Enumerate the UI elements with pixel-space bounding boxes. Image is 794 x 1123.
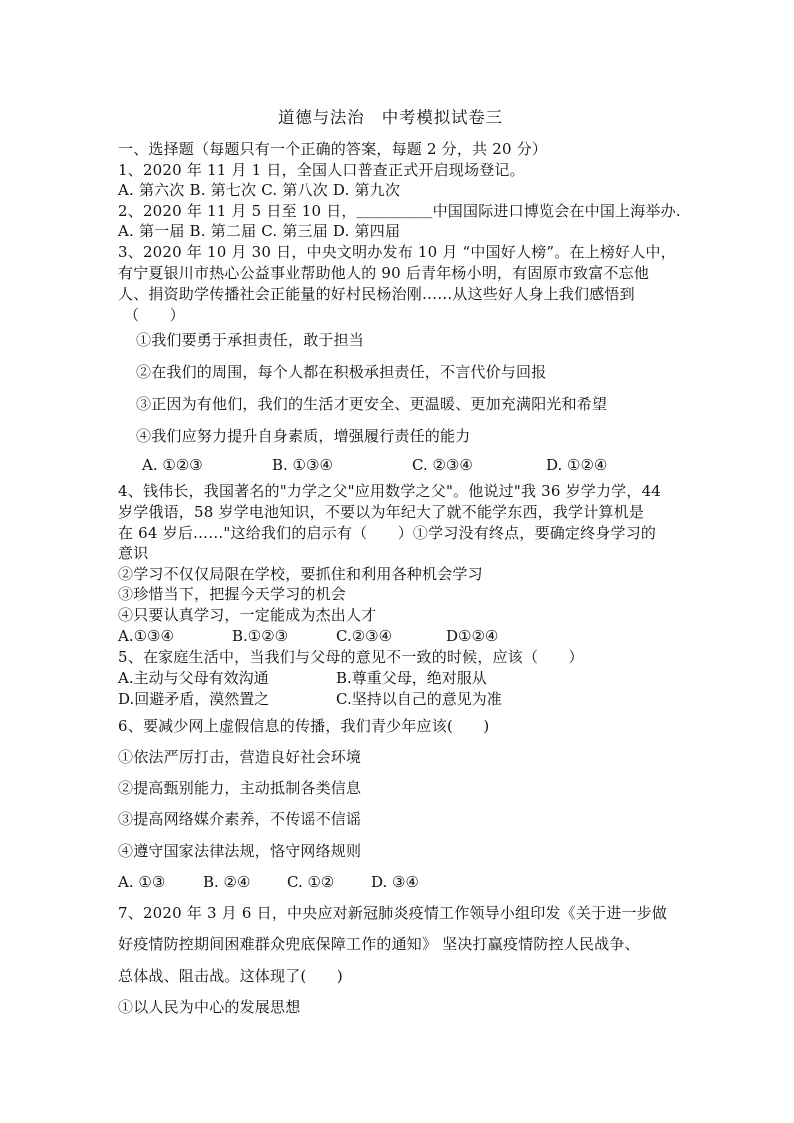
question-5: 5、在家庭生活中，当我们与父母的意见不一致的时候，应该（ ） [118,648,584,666]
question-6: 6、要减少网上虚假信息的传播，我们青少年应该( ) [118,717,490,735]
question-6-item-3: ③提高网络媒介素养，不传谣不信谣 [118,810,362,828]
question-3-option-b: B. ①③④ [272,456,333,474]
question-2-options: A. 第一届 B. 第二届 C. 第三届 D. 第四届 [118,222,401,240]
question-7-line-1: 7、2020 年 3 月 6 日，中央应对新冠肺炎疫情工作领导小组印发《关于进一步做 [118,904,668,922]
question-4-line-4: 意识 [118,544,149,562]
question-3-line-2: 有宁夏银川市热心公益事业帮助他人的 90 后青年杨小明，有固原市致富不忘他 [118,264,650,282]
question-3-item-4: ④我们应努力提升自身素质，增强履行责任的能力 [136,427,471,445]
question-1: 1、2020 年 11 月 1 日，全国人口普查正式开启现场登记。 [118,161,525,179]
question-6-item-4: ④遵守国家法律法规，恪守网络规则 [118,842,362,860]
section-header: 一、选择题（每题只有一个正确的答案，每题 2 分，共 20 分） [118,140,548,158]
question-1-options: A. 第六次 B. 第七次 C. 第八次 D. 第九次 [118,181,401,199]
question-4-item-4: ④只要认真学习，一定能成为杰出人才 [118,606,377,624]
question-4-option-d: D①②④ [446,627,499,645]
question-6-item-2: ②提高甄别能力，主动抵制各类信息 [118,779,362,797]
question-3-item-1: ①我们要勇于承担责任，敢于担当 [136,331,365,349]
question-6-item-1: ①依法严厉打击，营造良好社会环境 [118,748,362,766]
question-3-option-a: A. ①②③ [142,456,203,474]
question-6-option-c: C. ①② [287,873,335,891]
question-2: 2、2020 年 11 月 5 日至 10 日，＿＿＿＿＿中国国际进口博览会在中国上海举办. [118,202,681,220]
question-4-line-3: 在 64 岁后……"这给我们的启示有（ ）①学习没有终点，要确定终身学习的 [118,524,657,542]
question-4-item-2: ②学习不仅仅局限在学校，要抓住和利用各种机会学习 [118,565,483,583]
question-4-option-b: B.①②③ [232,627,289,645]
question-4-item-3: ③珍惜当下，把握今天学习的机会 [118,585,347,603]
question-3-item-3: ③正因为有他们，我们的生活才更安全、更温暖、更加充满阳光和希望 [136,395,608,413]
question-7-item-1: ①以人民为中心的发展思想 [118,998,301,1016]
question-6-option-a: A. ①③ [118,873,166,891]
question-4-line-2: 岁学俄语，58 岁学电池知识，不要以为年纪大了就不能学东西，我学计算机是 [118,503,645,521]
question-3-option-c: C. ②③④ [412,456,473,474]
question-7-line-3: 总体战、阻击战。这体现了( ) [118,967,343,985]
question-3-item-2: ②在我们的周围，每个人都在积极承担责任，不言代价与回报 [136,363,547,381]
question-3-option-d: D. ①②④ [546,456,608,474]
question-6-option-d: D. ③④ [371,873,419,891]
question-4-option-a: A.①③④ [118,627,174,645]
question-4-option-c: C.②③④ [336,627,393,645]
question-5-option-c: C.坚持以自己的意见为准 [336,690,502,708]
question-5-option-b: B.尊重父母，绝对服从 [336,669,487,687]
question-5-option-a: A.主动与父母有效沟通 [118,669,269,687]
question-5-option-d: D.回避矛盾，漠然置之 [118,690,270,708]
question-3-blank: （ ） [124,306,185,324]
question-6-option-b: B. ②④ [203,873,251,891]
question-4-line-1: 4、钱伟长，我国著名的"力学之父"应用数学之父"。他说过"我 36 岁学力学，44 [118,482,662,500]
question-7-line-2: 好疫情防控期间困难群众兜底保障工作的通知》 坚决打赢疫情防控人民战争、 [118,935,640,953]
question-3-line-1: 3、2020 年 10 月 30 日，中央文明办发布 10 月 “中国好人榜”。在上榜好人中， [118,243,676,261]
page-title: 道德与法治 中考模拟试卷三 [278,108,503,127]
question-3-line-3: 人、捐资助学传播社会正能量的好村民杨治刚……从这些好人身上我们感悟到 [118,285,635,303]
